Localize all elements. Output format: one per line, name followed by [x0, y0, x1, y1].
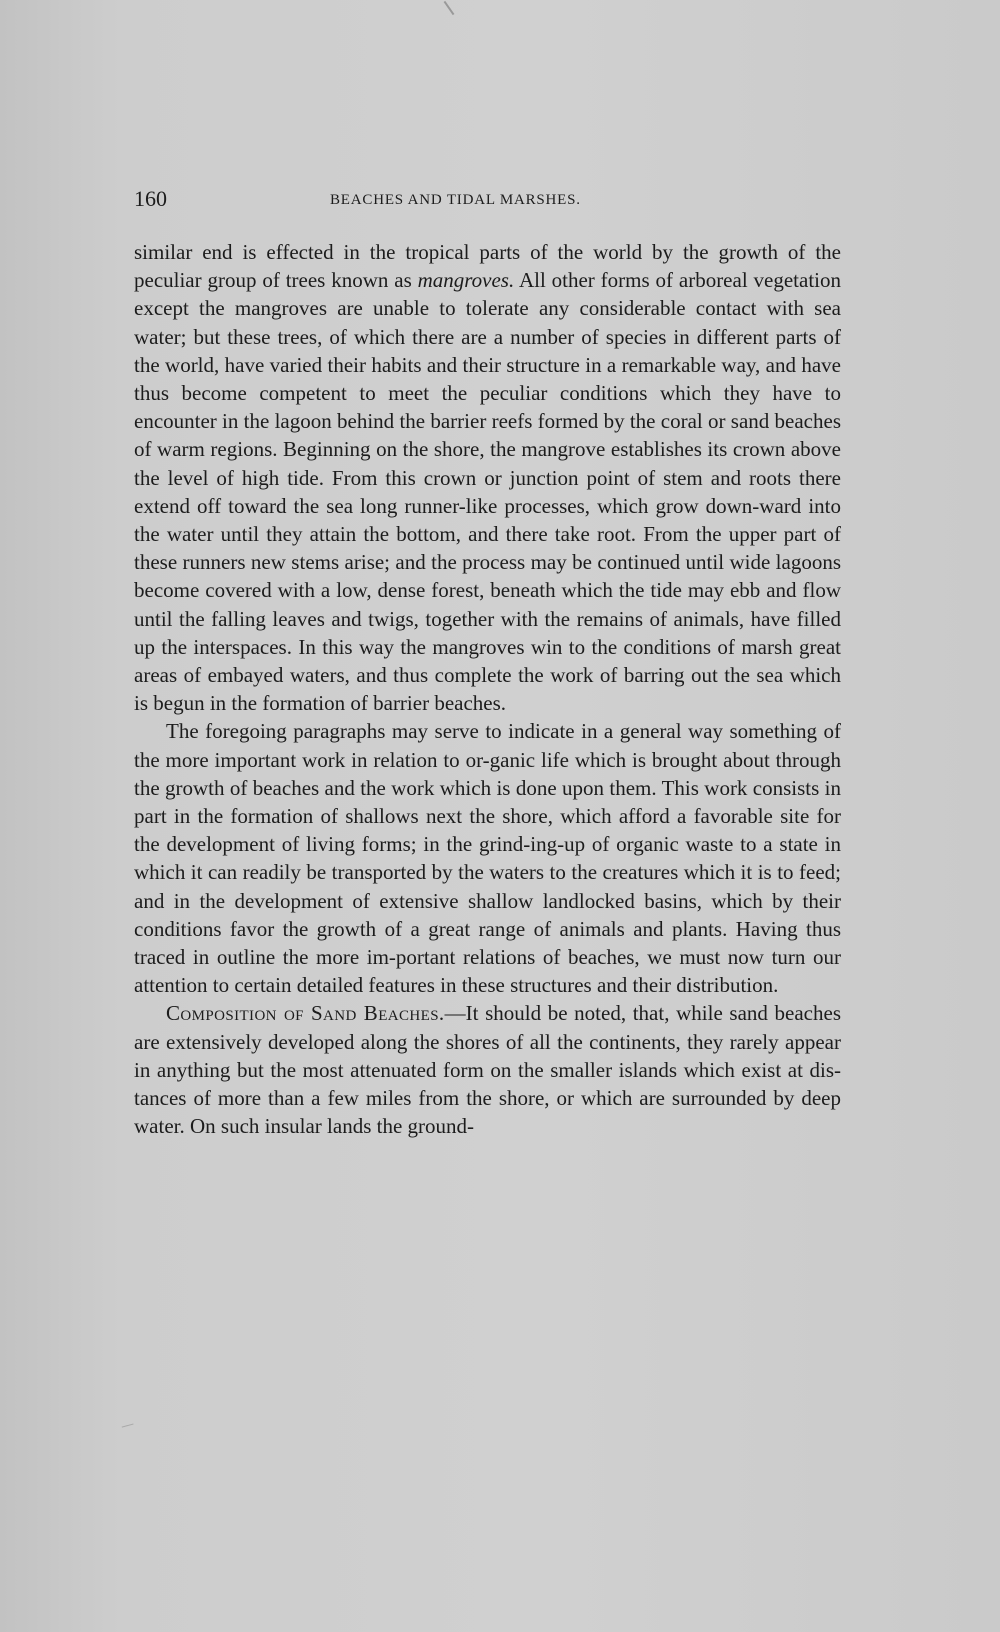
page-number: 160: [134, 186, 167, 211]
body-text: [134, 238, 841, 1141]
page-mark: [444, 1, 455, 15]
paragraph-text: —It should be noted, that, while sand beaches are extensively developed along the shores of all the continents, they rarely appear in anything but the most attenuated form on the smaller islands which exist at dis-tances of more than a few miles from the shore, or which are surrounded by deep water. On such insular lands the ground-: [134, 1001, 841, 1139]
paragraph-text: The foregoing paragraphs may serve to indicate in a general way something of the more important work in relation to or-ganic life which is brought about through the growth of beaches and the work which is done upon them. This work consists in part in the formation of shallows next the shore, which afford a favorable site for the development of living forms; in the grind-ing-up of organic waste to a state in which it can readily be transported by the waters to the creatures which it is to feed; and in the development of extensive shallow landlocked basins, which by their conditions favor the growth of a great range of animals and plants. Having thus traced in outline the more im-portant relations of beaches, we must now turn our attention to certain detailed features in these structures and their distribution.: [134, 719, 841, 998]
paragraph-text: All other forms of arboreal vegetation except the mangroves are unable to tolerate any considerable contact with sea water; but these trees, of which there are a number of species in different parts of the world, have varied their habits and their structure in a remarkable way, and have thus become competent to meet the peculiar conditions which they have to encounter in the lagoon behind the barrier reefs formed by the coral or sand beaches of warm regions. Beginning on the shore, the mangrove establishes its crown above the level of high tide. From this crown or junction point of stem and roots there extend off toward the sea long runner-like processes, which grow down-ward into the water until they attain the bottom, and there take root. From the upper part of these runners new stems arise; and the process may be continued until wide lagoons become covered with a low, dense forest, beneath which the tide may ebb and flow until the falling leaves and twigs, together with the remains of animals, have filled up the interspaces. In this way the mangroves win to the conditions of marsh great areas of embayed waters, and thus complete the work of barring out the sea which is begun in the formation of barrier beaches.: [134, 268, 841, 716]
page-header: [134, 186, 834, 216]
page-smudge: [122, 1424, 135, 1431]
paragraph-foregoing: [134, 717, 841, 999]
paragraph-text: similar end is effected in the tropical parts of the world by the growth of the peculiar group of trees known as: [134, 240, 841, 293]
running-head: BEACHES AND TIDAL MARSHES.: [330, 192, 581, 208]
section-heading: Composition of Sand Beaches.: [166, 1001, 445, 1026]
paragraph-mangroves: [134, 238, 841, 717]
italic-term: mangroves.: [417, 268, 515, 293]
paragraph-composition: [134, 999, 841, 1140]
